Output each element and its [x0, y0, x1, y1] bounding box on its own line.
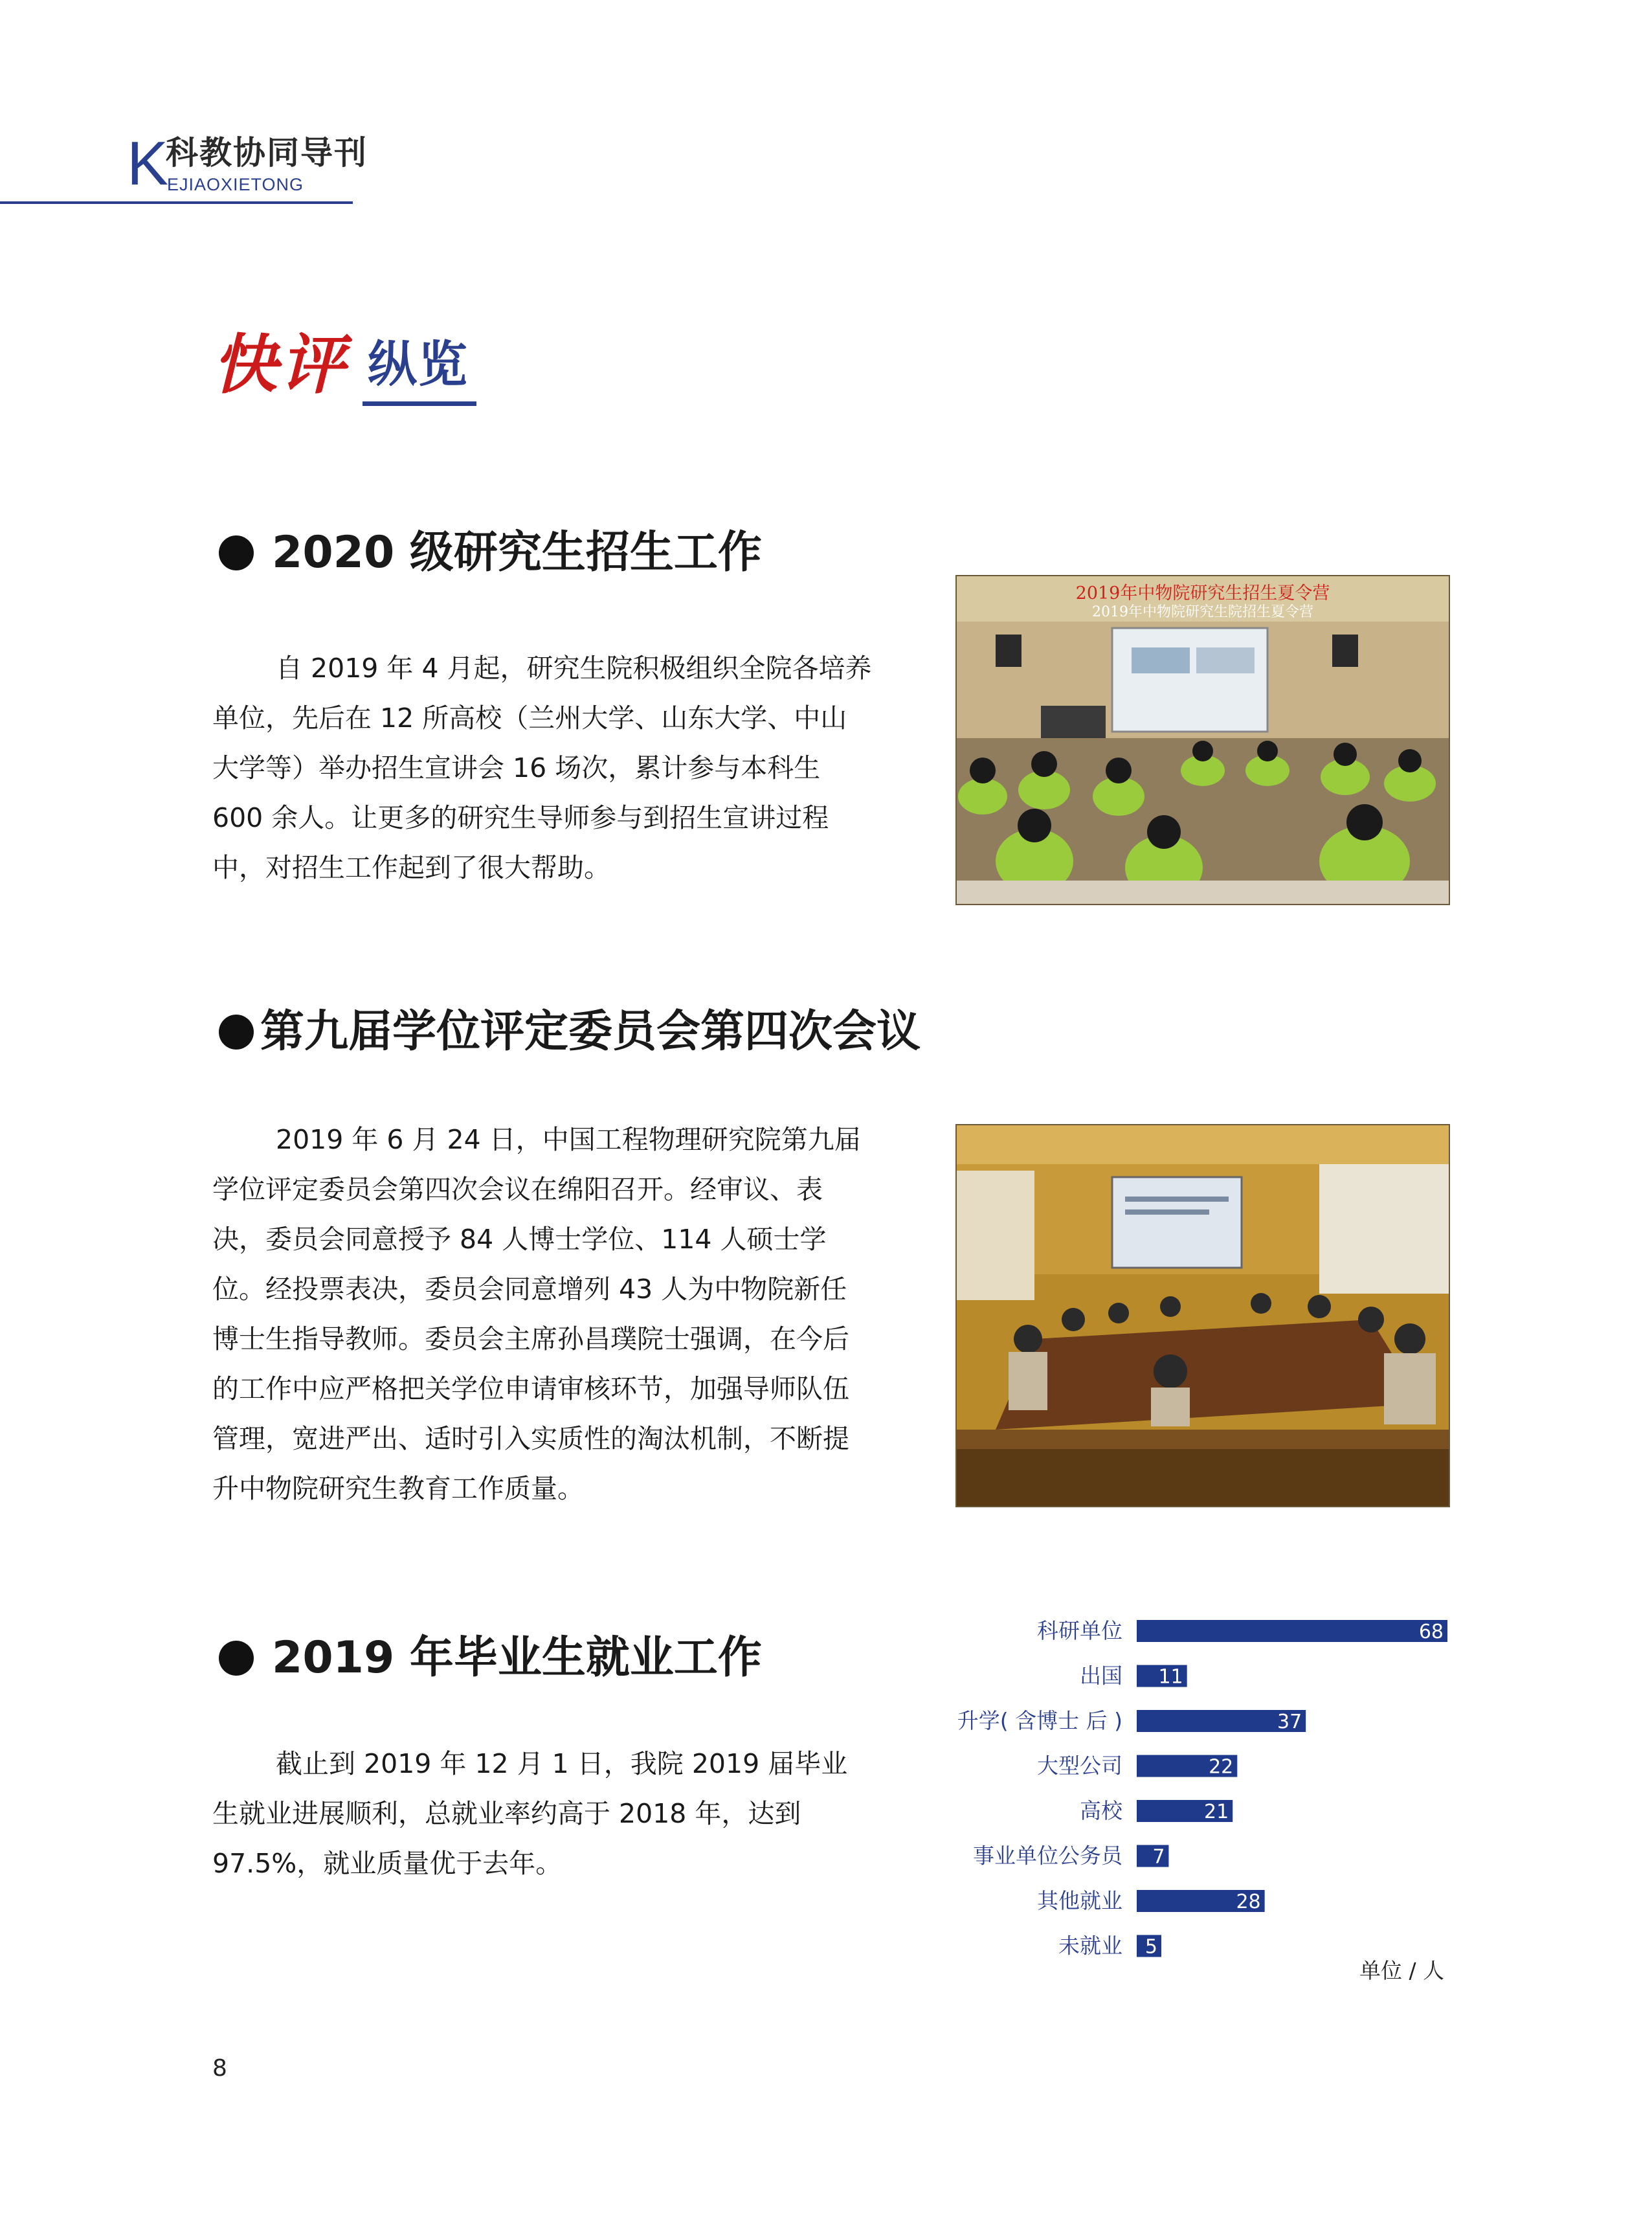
banner-title-red: 快评	[212, 326, 347, 403]
chart-category-label: 其他就业	[1037, 1888, 1122, 1913]
logo-letter: K	[127, 129, 169, 198]
photo-banner-line2: 2019年中物院研究生院招生夏令营	[1092, 604, 1313, 620]
chart-category-label: 升学( 含博士 后 )	[957, 1708, 1122, 1733]
chart-value-label: 7	[1152, 1845, 1165, 1869]
banner-underline	[363, 401, 476, 406]
section-heading-recruitment: 2020 级研究生招生工作	[272, 527, 762, 578]
chart-value-label: 37	[1277, 1711, 1302, 1733]
chart-category-label: 大型公司	[1037, 1753, 1122, 1779]
section-body-employment: 截止到 2019 年 12 月 1 日，我院 2019 届毕业生就业进展顺利，总就业率约高于 2018 年，达到 97.5%，就业质量优于去年。	[212, 1748, 848, 1879]
section-heading-degree-committee: 第九届学位评定委员会第四次会议	[260, 1006, 921, 1057]
journal-subtitle: EJIAOXIETONG	[167, 175, 304, 194]
chart-value-label: 21	[1204, 1801, 1229, 1823]
chart-category-label: 未就业	[1058, 1933, 1122, 1959]
photo-banner-line1: 2019年中物院研究生招生夏令营	[1075, 583, 1330, 603]
bullet-icon	[219, 1641, 254, 1676]
chart-category-label: 出国	[1080, 1663, 1122, 1689]
banner-title-blue: 纵览	[368, 335, 469, 393]
section-body-degree-committee: 2019 年 6 月 24 日，中国工程物理研究院第九届学位评定委员会第四次会议在绵阳召开。经审议、表决，委员会同意授予 84 人博士学位、114 人硕士学位。经投票表决，委员会同意增列 43 人为中物院新任博士生指导教师。委员会主席孙昌璞院士强调，在今后的工作中应严格把关学位申请审核环节，加强导师队伍管理，宽进严出、适时引入实质性的淘汰机制，不断提升中物院研究生教育工作质量。	[212, 1124, 861, 1504]
chart-value-label: 28	[1236, 1891, 1261, 1913]
chart-category-label: 高校	[1080, 1798, 1122, 1823]
chart-category-label: 科研单位	[1037, 1618, 1122, 1643]
bullet-icon	[219, 535, 254, 570]
section-heading-employment: 2019 年毕业生就业工作	[272, 1632, 762, 1683]
page-number: 8	[212, 2055, 227, 2082]
employment-bar-chart	[932, 1612, 1463, 2001]
header-rule	[0, 201, 353, 204]
section-body-recruitment: 自 2019 年 4 月起，研究生院积极组织全院各培养单位，先后在 12 所高校（兰州大学、山东大学、中山大学等）举办招生宣讲会 16 场次，累计参与本科生 600 余人。让更多的研究生导师参与到招生宣讲过程中，对招生工作起到了很大帮助。	[212, 653, 872, 883]
chart-value-label: 68	[1418, 1621, 1444, 1643]
bullet-icon	[219, 1015, 254, 1050]
chart-unit-label: 单位 / 人	[1359, 1958, 1445, 1983]
chart-bar	[1137, 1620, 1447, 1642]
photo-committee-meeting	[955, 1124, 1450, 1507]
chart-category-label: 事业单位公务员	[973, 1843, 1122, 1869]
chart-value-label: 5	[1144, 1935, 1157, 1959]
photo-recruitment-seminar	[955, 575, 1450, 905]
chart-value-label: 11	[1158, 1665, 1183, 1689]
chart-value-label: 22	[1209, 1755, 1234, 1779]
journal-title: 科教协同导刊	[166, 134, 368, 172]
